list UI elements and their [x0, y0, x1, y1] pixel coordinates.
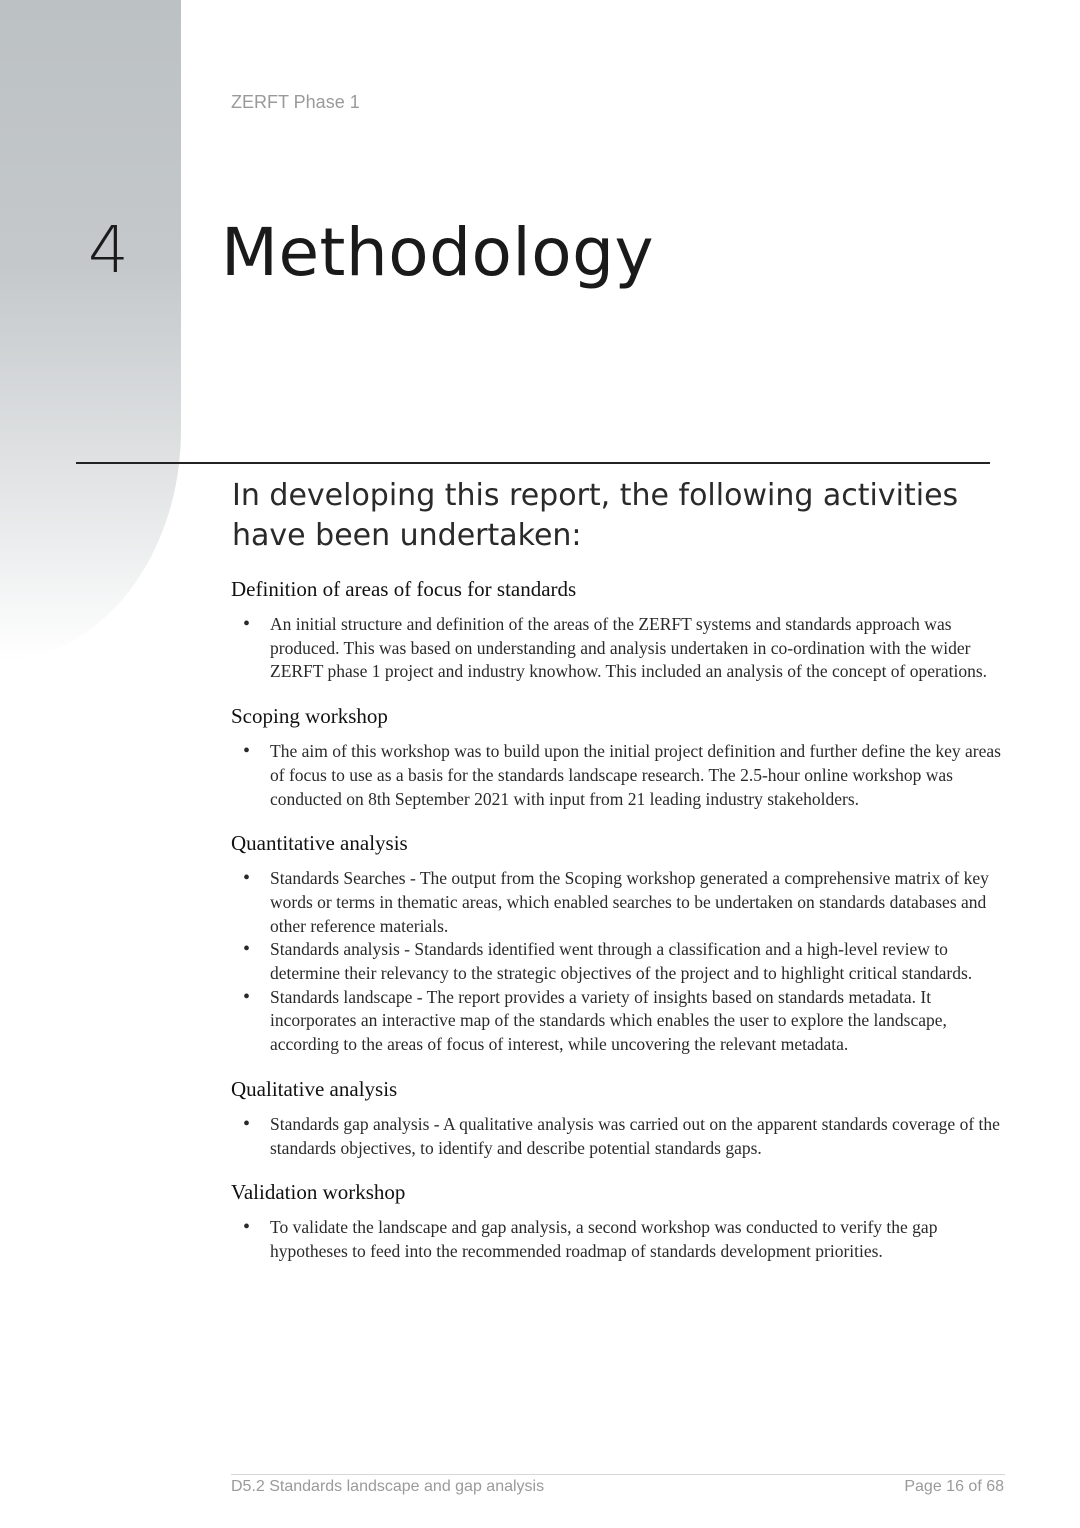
bullet-item: • Standards landscape - The report provides a variety of insights based on standards metadata. It incorporates an interactive map of the standards which enables the user to explore the landscape, according to the areas of focus of interest, while uncovering the relevant metadata. [231, 986, 1011, 1057]
intro-statement [232, 476, 982, 556]
bullet-list [231, 613, 1011, 684]
bullet-list [231, 867, 1011, 1057]
footer-document-title: D5.2 Standards landscape and gap analysis [231, 1478, 545, 1495]
section-divider [76, 462, 990, 464]
section-quantitative-analysis [231, 829, 1011, 1057]
activities-list [231, 575, 1011, 1282]
section-heading: Validation workshop [231, 1180, 406, 1205]
bullet-item: • Standards Searches - The output from the Scoping workshop generated a comprehensive matrix of key words or terms in thematic areas, which enabled searches to be undertaken on standards databases and other reference materials. [231, 867, 1011, 938]
decorative-side-band [0, 0, 181, 660]
bullet-item: • Standards analysis - Standards identified went through a classification and a high-level review to determine their relevancy to the strategic objectives of the project and to highlight critical standards. [231, 938, 1011, 985]
section-validation-workshop [231, 1178, 1011, 1263]
section-heading: Quantitative analysis [231, 831, 408, 856]
bullet-item: • Standards gap analysis - A qualitative analysis was carried out on the apparent standards coverage of the standards objectives, to identify and describe potential standards gaps. [231, 1113, 1011, 1160]
chapter-number: 4 [88, 214, 129, 288]
section-areas-of-focus [231, 575, 1011, 684]
footer-divider [231, 1474, 1005, 1475]
bullet-list [231, 1113, 1011, 1160]
section-heading: Scoping workshop [231, 704, 388, 729]
running-header: ZERFT Phase 1 [231, 92, 360, 112]
bullet-item: • An initial structure and definition of the areas of the ZERFT systems and standards approach was produced. This was based on understanding and analysis undertaken in co-ordination with the wider ZERFT phase 1 project and industry knowhow. This included an analysis of the concept of operations. [231, 613, 1011, 684]
bullet-item: • The aim of this workshop was to build upon the initial project definition and further define the key areas of focus to use as a basis for the standards landscape research. The 2.5-hour online workshop was conducted on 8th September 2021 with input from 21 leading industry stakeholders. [231, 740, 1011, 811]
bullet-list [231, 740, 1011, 811]
bullet-item: • To validate the landscape and gap analysis, a second workshop was conducted to verify the gap hypotheses to feed into the recommended roadmap of standards development priorities. [231, 1216, 1011, 1263]
section-heading: Qualitative analysis [231, 1076, 398, 1101]
section-heading: Definition of areas of focus for standards [231, 577, 577, 601]
bullet-list [231, 1216, 1011, 1263]
section-scoping-workshop [231, 702, 1011, 811]
section-qualitative-analysis [231, 1075, 1011, 1160]
page-number: Page 16 of 68 [904, 1478, 1004, 1495]
intro-line-2: have been undertaken: [232, 518, 582, 553]
intro-line-1: In developing this report, the following activities [232, 478, 959, 513]
chapter-title: Methodology [221, 214, 655, 291]
